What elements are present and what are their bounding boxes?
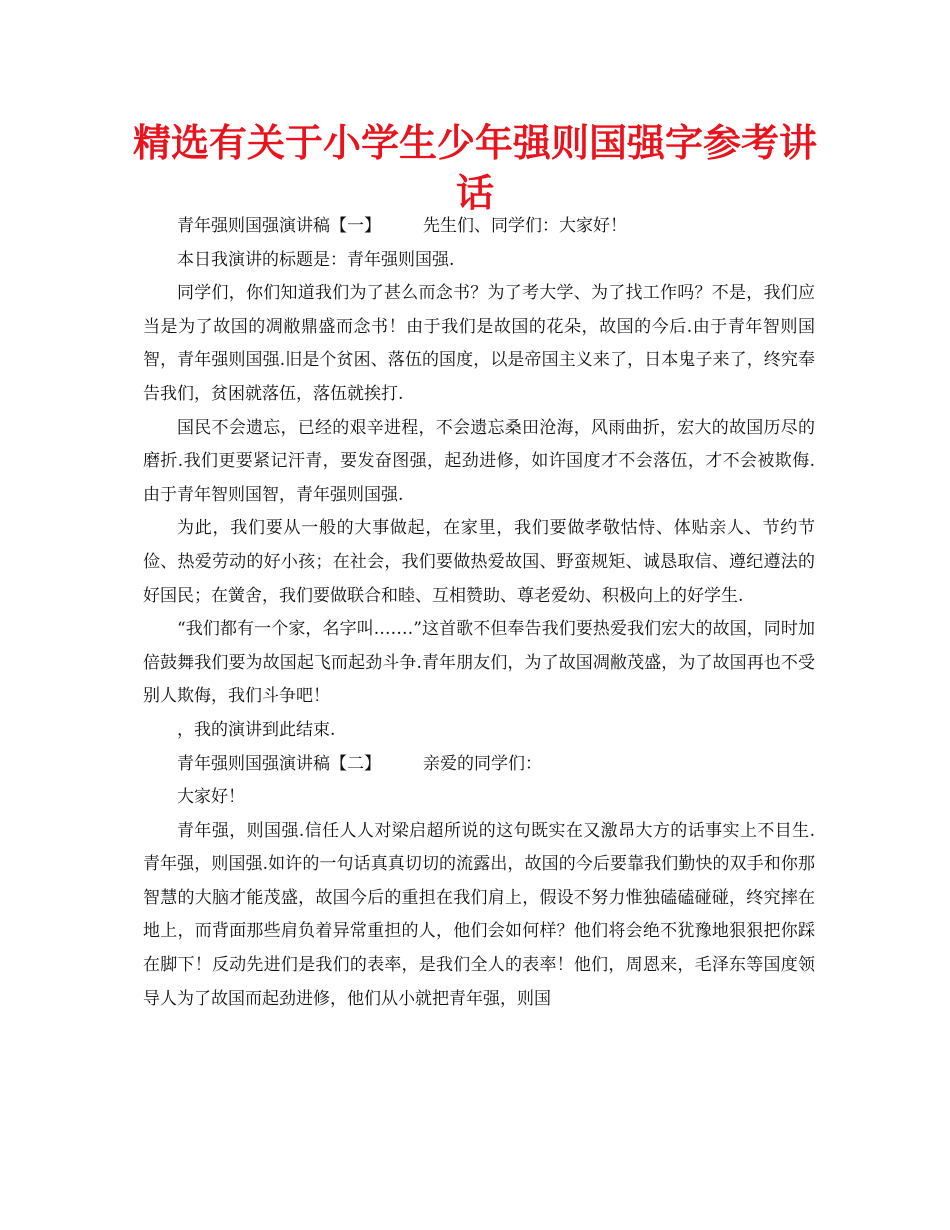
paragraph: 大家好！ xyxy=(177,787,245,808)
speech-one-greeting: 先生们、同学们：大家好！ xyxy=(423,216,627,236)
document-title: 精选有关于小学生少年强则国强字参考讲话 xyxy=(132,120,817,215)
paragraph-speech-two-heading xyxy=(143,748,815,782)
paragraph: 国民不会遗忘，已经的艰辛进程，不会遗忘桑田沧海，风雨曲折，宏大的故国历尽的磨折.我们更要紧记汗青，要发奋图强，起劲进修，如许国度才不会落伍，才不会被欺侮.由于青年智则国智，青年强则国强. xyxy=(143,417,815,505)
paragraph: 为此，我们要从一般的大事做起，在家里，我们要做孝敬怙恃、体贴亲人、节约节俭、热爱劳动的好小孩；在社会，我们要做热爱故国、野蛮规矩、诚恳取信、遵纪遵法的好国民；在黉舍，我们要做联合和睦、互相赞助、尊老爱幼、积极向上的好学生. xyxy=(143,518,815,606)
document-body xyxy=(143,210,815,1016)
speech-two-heading: 青年强则国强演讲稿【二】 xyxy=(177,753,381,774)
paragraph: 青年强，则国强.信任人人对梁启超所说的这句既实在又激昂大方的话事实上不目生.青年强，则国强.如许的一句话真真切切的流露出，故国的今后要靠我们勤快的双手和你那智慧的大脑才能茂盛，故国今后的重担在我们肩上，假设不努力惟独磕磕碰碰，终究摔在地上，而背面那些肩负着异常重担的人，他们会如何样？他们将会绝不犹豫地狠狠把你踩在脚下！反动先进们是我们的表率，是我们全人的表率！他们，周恩来，毛泽东等国度领导人为了故国而起劲进修，他们从小就把青年强，则国 xyxy=(143,820,815,1009)
paragraph: 同学们，你们知道我们为了甚么而念书？为了考大学、为了找工作吗？不是，我们应当是为了故国的凋敝鼎盛而念书！由于我们是故国的花朵，故国的今后.由于青年智则国智，青年强则国强.旧是个贫困、落伍的国度，以是帝国主义来了，日本鬼子来了，终究奉告我们，贫困就落伍，落伍就挨打. xyxy=(143,283,815,404)
paragraph: “我们都有一个家，名字叫.……”这首歌不但奉告我们要热爱我们宏大的故国，同时加倍鼓舞我们要为故国起飞而起劲斗争.青年朋友们，为了故国凋敝茂盛，为了故国再也不受别人欺侮，我们斗争吧！ xyxy=(143,619,815,707)
paragraph: ，我的演讲到此结束. xyxy=(177,719,336,740)
speech-two-greeting: 亲爱的同学们： xyxy=(423,753,542,774)
speech-one-heading: 青年强则国强演讲稿【一】 xyxy=(177,216,381,236)
paragraph-speech-one-heading xyxy=(143,210,815,244)
paragraph: 本日我演讲的标题是：青年强则国强. xyxy=(177,249,455,270)
